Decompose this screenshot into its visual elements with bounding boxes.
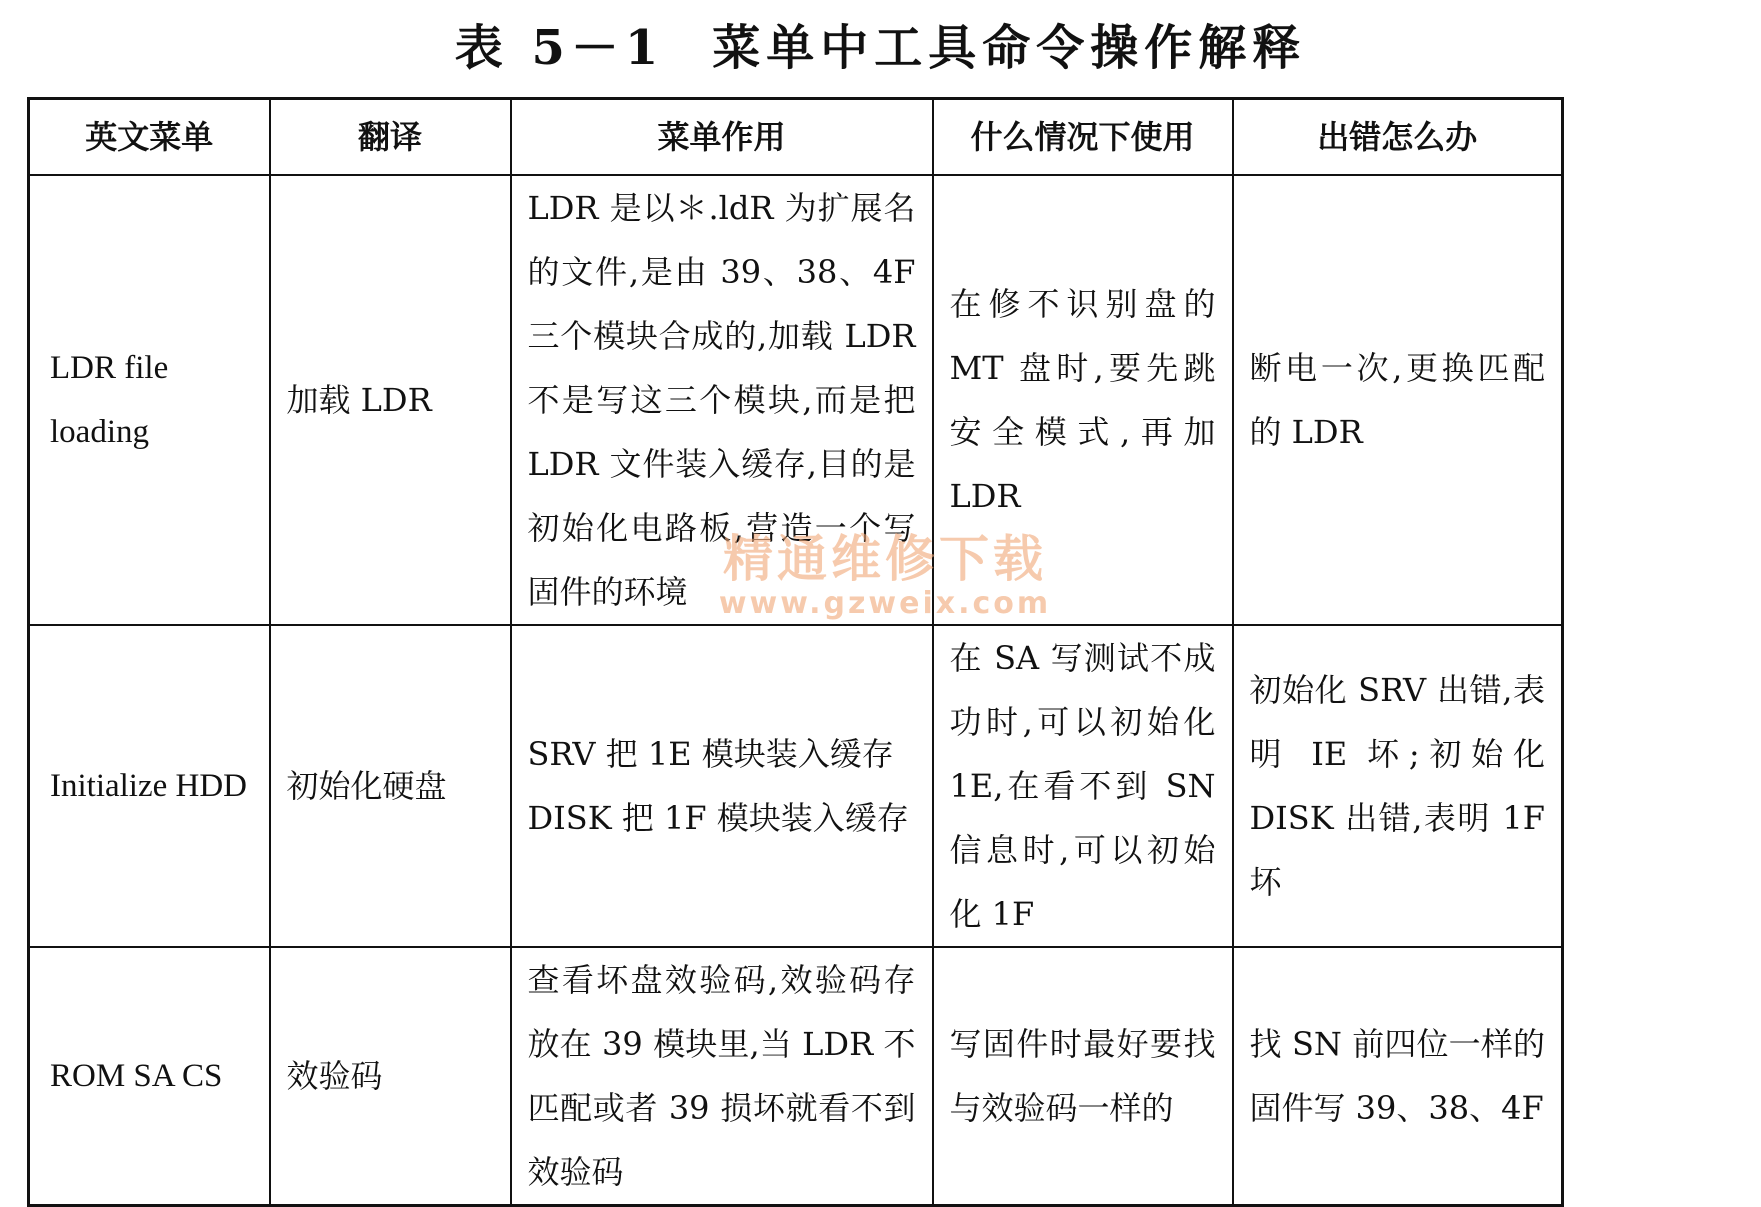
cell-on-error: 找 SN 前四位一样的固件写 39、38、4F [1233, 947, 1563, 1206]
cell-translation: 效验码 [270, 947, 511, 1206]
cell-translation: 初始化硬盘 [270, 625, 511, 947]
cell-english-menu: ROM SA CS [29, 947, 270, 1206]
table-title: 菜单中工具命令操作解释 [712, 20, 1307, 76]
cell-english-menu: LDR file loading [29, 175, 270, 625]
watermark-url: www.gzweix.com [718, 586, 1052, 621]
cell-on-error: 初始化 SRV 出错,表明 IE 坏;初始化 DISK 出错,表明 1F 坏 [1233, 625, 1563, 947]
table-number: 表 5－1 [454, 20, 665, 76]
header-when-to-use: 什么情况下使用 [933, 99, 1233, 176]
table-row [29, 625, 1563, 947]
cell-menu-function [511, 625, 933, 947]
header-menu-function: 菜单作用 [511, 99, 933, 176]
menu-command-table [27, 97, 1564, 1207]
table-caption [0, 18, 1761, 78]
table-row [29, 175, 1563, 625]
header-row [29, 99, 1563, 176]
watermark-text: 精通维修下载 [723, 530, 1047, 588]
header-on-error: 出错怎么办 [1233, 99, 1563, 176]
cell-when-to-use: 在 SA 写测试不成功时,可以初始化 1E,在看不到 SN 信息时,可以初始化 1F [933, 625, 1233, 947]
cell-menu-function: 查看坏盘效验码,效验码存放在 39 模块里,当 LDR 不匹配或者 39 损坏就看不到效验码 [511, 947, 933, 1206]
header-english-menu: 英文菜单 [29, 99, 270, 176]
cell-on-error: 断电一次,更换匹配的 LDR [1233, 175, 1563, 625]
cell-when-to-use: 写固件时最好要找与效验码一样的 [933, 947, 1233, 1206]
cell-english-menu: Initialize HDD [29, 625, 270, 947]
cell-when-to-use: 在修不识别盘的 MT 盘时,要先跳安全模式,再加 LDR [933, 175, 1233, 625]
table-row [29, 947, 1563, 1206]
function-line: SRV 把 1E 模块装入缓存 [527, 735, 894, 773]
function-line: DISK 把 1F 模块装入缓存 [527, 799, 909, 837]
header-translation: 翻译 [270, 99, 511, 176]
cell-translation: 加载 LDR [270, 175, 511, 625]
cell-menu-function: LDR 是以＊.ldR 为扩展名的文件,是由 39、38、4F 三个模块合成的,加载 LDR 不是写这三个模块,而是把 LDR 文件装入缓存,目的是初始化电路板,营造一个写固件的环境 [511, 175, 933, 625]
